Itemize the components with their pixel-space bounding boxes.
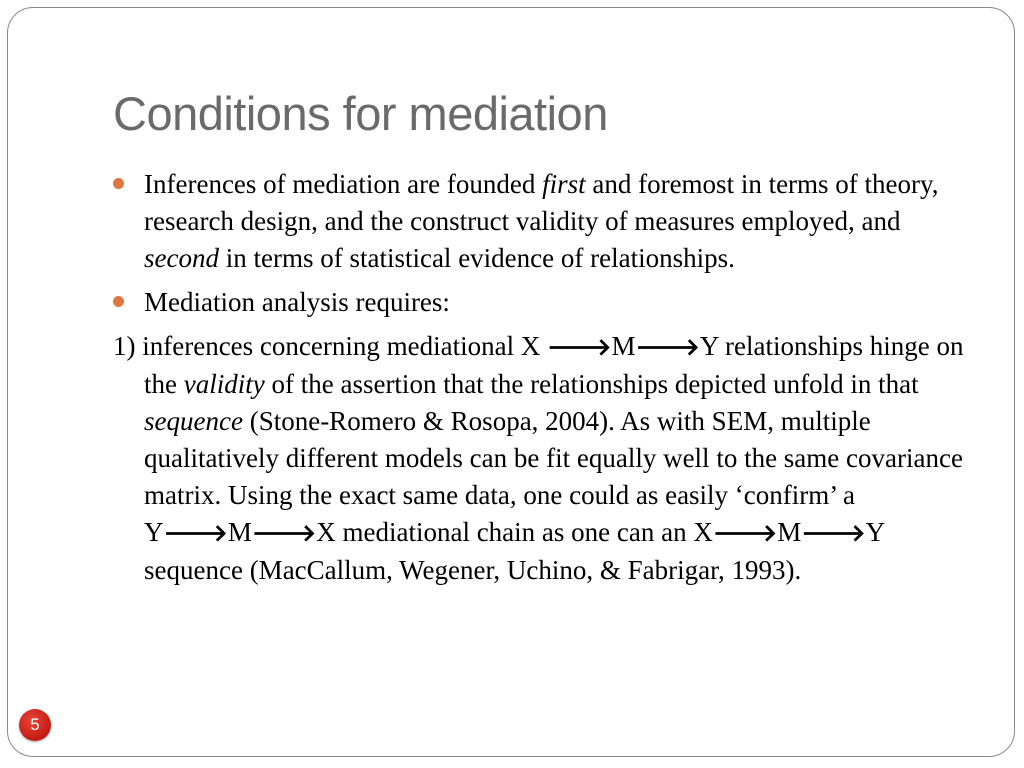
- right-arrow-icon: 🡒: [712, 519, 778, 547]
- italic-text-run: validity: [183, 369, 265, 399]
- bullet-item: [113, 284, 973, 321]
- text-run: Y relationships hinge on the: [144, 331, 964, 399]
- numbered-item: [113, 328, 973, 589]
- italic-text-run: first: [542, 169, 586, 199]
- right-arrow-icon: 🡒: [801, 519, 866, 547]
- right-arrow-icon: 🡒: [163, 519, 228, 547]
- right-arrow-icon: 🡒: [547, 333, 612, 361]
- text-run: of the assertion that the relationships depicted unfold in that: [264, 369, 919, 399]
- text-run: (Stone-Romero & Rosopa, 2004). As with SEM, multiple qualitatively different models can be fit equally well to the same covariance matrix. Using the exact same data, one could as easily ‘confirm’ a Y: [144, 406, 963, 547]
- numbered-item-text: [113, 331, 964, 585]
- italic-text-run: sequence: [144, 406, 243, 436]
- text-run: M: [611, 331, 636, 361]
- right-arrow-icon: 🡒: [635, 333, 700, 361]
- slide-number-badge: 5: [19, 709, 51, 741]
- right-arrow-icon: 🡒: [251, 519, 317, 547]
- slide-body: [113, 166, 973, 589]
- italic-text-run: second: [144, 243, 219, 273]
- text-run: 1) inferences concerning mediational X: [113, 331, 548, 361]
- text-run: Y sequence (MacCallum, Wegener, Uchino, & Fabrigar, 1993).: [144, 517, 885, 585]
- bullet-text: [144, 287, 450, 317]
- bullet-dot-icon: [113, 178, 124, 189]
- text-run: X mediational chain as one can an X: [316, 517, 713, 547]
- bullet-item: [113, 166, 973, 277]
- text-run: M: [777, 517, 802, 547]
- bullet-dot-icon: [113, 296, 124, 307]
- text-run: Mediation analysis requires:: [144, 287, 450, 317]
- text-run: Inferences of mediation are founded: [144, 169, 543, 199]
- text-run: and foremost in terms of theory, research design, and the construct validity of measures employed, and: [144, 169, 939, 236]
- slide-title: Conditions for mediation: [113, 87, 608, 140]
- bullet-text: [144, 169, 939, 273]
- text-run: M: [227, 517, 252, 547]
- text-run: in terms of statistical evidence of relationships.: [218, 243, 735, 273]
